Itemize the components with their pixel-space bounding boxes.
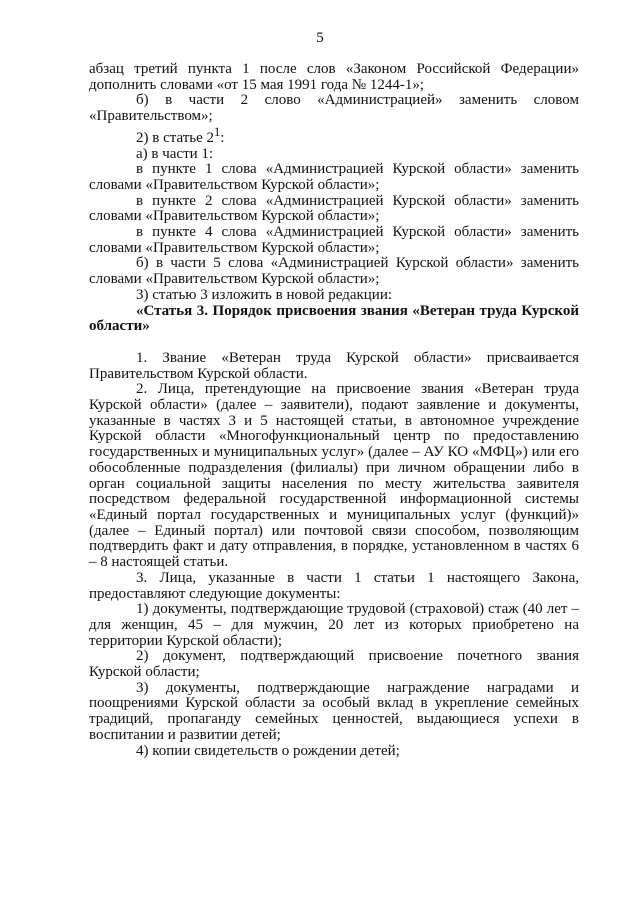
paragraph-8: б) в части 5 слова «Администрацией Курской области» заменить словами «Правительством Курской области»; xyxy=(89,255,579,288)
paragraph-5: в пункте 1 слова «Администрацией Курской области» заменить словами «Правительством Курской области»; xyxy=(89,161,579,193)
paragraph-7: в пункте 4 слова «Администрацией Курской области» заменить словами «Правительством Курской области»; xyxy=(89,224,579,256)
paragraph-4: а) в части 1: xyxy=(136,145,214,162)
paragraph-1: абзац третий пункта 1 после слов «Законом Российской Федерации» дополнить словами «от 15 мая 1991 года № 1244-1»; xyxy=(89,61,579,93)
paragraph-12: 3. Лица, указанные в части 1 статьи 1 настоящего Закона, предоставляют следующие документы: xyxy=(89,569,579,602)
paragraph-14: 2) документ, подтверждающий присвоение почетного звания Курской области; xyxy=(89,648,579,681)
spacer xyxy=(89,335,579,351)
paragraph-3 xyxy=(89,125,579,147)
paragraph-3-text: 2) в статье 2 xyxy=(136,129,215,146)
paragraph-2: б) в части 2 слово «Администрацией» заменить словом «Правительством»; xyxy=(89,92,579,125)
paragraph-10: 1. Звание «Ветеран труда Курской области» присваивается Правительством Курской области. xyxy=(89,349,579,382)
superscript: 1 xyxy=(214,124,221,139)
paragraph-11: 2. Лица, претендующие на присвоение звания «Ветеран труда Курской области» (далее – заявители), подают заявление и документы, указанные в частях 3 и 5 настоящей статьи, в автономное учреждение Курской области «Многофункциональный центр по предоставлению государственных и муниципальных услуг» (далее – АУ КО «МФЦ») или его обособленные подразделения (филиалы) при личном обращении либо в орган социальной защиты населения по месту жительства заявителя посредством федеральной государственной информационной системы «Единый портал государственных и муниципальных услуг (функций)» (далее – Единый портал) или почтовой связи способом, позволяющим подтвердить факт и дату отправления, в порядке, установленном в частях 6 – 8 настоящей статьи. xyxy=(89,381,579,571)
paragraph-6: в пункте 2 слова «Администрацией Курской области» заменить словами «Правительством Курской области»; xyxy=(89,192,579,225)
paragraph-3-tail: : xyxy=(220,129,225,146)
article-heading: «Статья 3. Порядок присвоения звания «Ветеран труда Курской области» xyxy=(89,302,579,335)
paragraph-16: 4) копии свидетельств о рождении детей; xyxy=(136,742,400,759)
paragraph-13: 1) документы, подтверждающие трудовой (страховой) стаж (40 лет – для женщин, 45 – для мужчин, 20 лет из которых приобретено на территории Курской области); xyxy=(89,601,579,649)
page-number: 5 xyxy=(316,30,324,46)
paragraph-15: 3) документы, подтверждающие награждение наградами и поощрениями Курской области за особый вклад в укрепление семейных традиций, пропаганду семейных ценностей, выдающиеся успехи в воспитании и развитии детей; xyxy=(89,679,579,743)
document-body xyxy=(89,62,579,759)
paragraph-9: 3) статью 3 изложить в новой редакции: xyxy=(136,286,393,303)
